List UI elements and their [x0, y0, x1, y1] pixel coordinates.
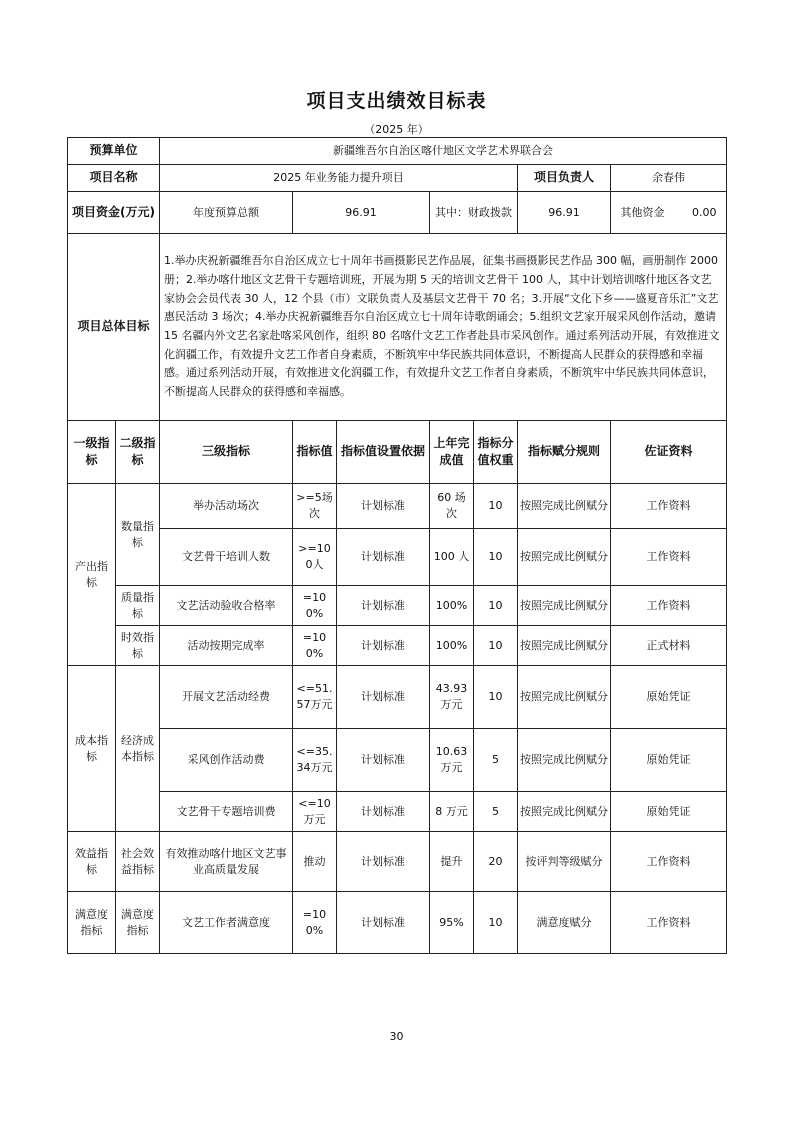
- project-name-value: 2025 年业务能力提升项目: [160, 165, 518, 192]
- group-satisfaction-sub: 满意度指标: [116, 892, 160, 954]
- indicator-basis: 计划标准: [337, 729, 430, 792]
- responsible-label: 项目负责人: [518, 165, 611, 192]
- indicator-proof: 工作资料: [611, 892, 727, 954]
- indicator-prev: 8 万元: [430, 792, 474, 832]
- header-level3: 三级指标: [160, 421, 293, 484]
- indicator-rule: 按照完成比例赋分: [518, 484, 611, 529]
- group-output: 产出指标: [68, 484, 116, 666]
- header-proof: 佐证资料: [611, 421, 727, 484]
- unit-row: [68, 138, 727, 165]
- unit-label: 预算单位: [68, 138, 160, 165]
- indicator-name: 举办活动场次: [160, 484, 293, 529]
- group-timeliness: 时效指标: [116, 626, 160, 666]
- indicator-rule: 按照完成比例赋分: [518, 792, 611, 832]
- indicator-rule: 按照完成比例赋分: [518, 626, 611, 666]
- indicator-prev: 95%: [430, 892, 474, 954]
- table-row: [68, 626, 727, 666]
- table-row: [68, 529, 727, 586]
- indicator-prev: 60 场次: [430, 484, 474, 529]
- group-benefit: 效益指标: [68, 832, 116, 892]
- indicator-weight: 10: [474, 529, 518, 586]
- group-social: 社会效益指标: [116, 832, 160, 892]
- header-level2: 二级指标: [116, 421, 160, 484]
- indicator-name: 活动按期完成率: [160, 626, 293, 666]
- group-economic: 经济成本指标: [116, 666, 160, 832]
- indicator-value: <=10万元: [293, 792, 337, 832]
- header-rule: 指标赋分规则: [518, 421, 611, 484]
- indicator-proof: 工作资料: [611, 832, 727, 892]
- indicator-name: 文艺骨干专题培训费: [160, 792, 293, 832]
- indicator-rule: 按评判等级赋分: [518, 832, 611, 892]
- indicator-prev: 100%: [430, 626, 474, 666]
- indicator-rule: 按照完成比例赋分: [518, 586, 611, 626]
- indicator-value: <=51.57万元: [293, 666, 337, 729]
- header-basis: 指标值设置依据: [337, 421, 430, 484]
- indicator-proof: 正式材料: [611, 626, 727, 666]
- indicator-rule: 按照完成比例赋分: [518, 529, 611, 586]
- indicator-proof: 工作资料: [611, 586, 727, 626]
- header-prev: 上年完成值: [430, 421, 474, 484]
- goal-row: [68, 234, 727, 421]
- indicator-proof: 工作资料: [611, 529, 727, 586]
- indicator-weight: 10: [474, 484, 518, 529]
- indicator-value: <=35.34万元: [293, 729, 337, 792]
- group-quality: 质量指标: [116, 586, 160, 626]
- header-weight: 指标分值权重: [474, 421, 518, 484]
- indicator-name: 文艺活动验收合格率: [160, 586, 293, 626]
- project-name-label: 项目名称: [68, 165, 160, 192]
- indicator-name: 文艺工作者满意度: [160, 892, 293, 954]
- indicator-value: =100%: [293, 626, 337, 666]
- indicator-prev: 100%: [430, 586, 474, 626]
- annual-budget-label: 年度预算总额: [160, 192, 293, 234]
- annual-budget-value: 96.91: [293, 192, 430, 234]
- table-row: [68, 729, 727, 792]
- indicator-value: =100%: [293, 892, 337, 954]
- other-funds-cell: [611, 192, 727, 234]
- funds-row: [68, 192, 727, 234]
- performance-table: [67, 137, 727, 954]
- table-row: [68, 666, 727, 729]
- indicator-basis: 计划标准: [337, 586, 430, 626]
- indicator-prev: 100 人: [430, 529, 474, 586]
- funds-label: 项目资金(万元): [68, 192, 160, 234]
- table-row: [68, 792, 727, 832]
- indicator-basis: 计划标准: [337, 529, 430, 586]
- indicator-weight: 10: [474, 892, 518, 954]
- group-quantity: 数量指标: [116, 484, 160, 586]
- indicator-rule: 按照完成比例赋分: [518, 666, 611, 729]
- group-cost: 成本指标: [68, 666, 116, 832]
- table-row: [68, 484, 727, 529]
- goal-text: 1.举办庆祝新疆维吾尔自治区成立七十周年书画摄影民艺作品展，征集书画摄影民艺作品 300 幅，画册制作 2000 册；2.举办喀什地区文艺骨干专题培训班，开展为期 5 天的培训文艺骨干 100 人，其中计划培训喀什地区各文艺家协会会员代表 30 人，12 个县（市）文联负责人及基层文艺骨干 70 名；3.开展“文化下乡——盛夏音乐汇”文艺惠民活动 3 场次；4.举办庆祝新疆维吾尔自治区成立七十周年诗歌朗诵会；5.组织文艺家开展采风创作活动，邀请 15 名疆内外文艺名家赴喀采风创作，组织 80 名喀什文艺工作者赴县市采风创作。通过系列活动开展，有效推进文化润疆工作，有效提升文艺工作者自身素质，不断筑牢中华民族共同体意识，不断提高人民群众的获得感和幸福感。通过系列活动开展，有效推进文化润疆工作，有效提升文艺工作者自身素质，不断筑牢中华民族共同体意识，不断提高人民群众的获得感和幸福感。: [160, 234, 727, 421]
- unit-value: 新疆维吾尔自治区喀什地区文学艺术界联合会: [160, 138, 727, 165]
- indicator-basis: 计划标准: [337, 792, 430, 832]
- indicator-value: >=5场次: [293, 484, 337, 529]
- indicator-value: >=100人: [293, 529, 337, 586]
- indicator-weight: 5: [474, 792, 518, 832]
- other-funds-label: 其他资金: [620, 205, 665, 219]
- page-number: 30: [389, 1030, 404, 1043]
- fiscal-label: 其中：财政拨款: [430, 192, 518, 234]
- indicator-prev: 43.93万元: [430, 666, 474, 729]
- responsible-value: 余春伟: [611, 165, 727, 192]
- fiscal-value: 96.91: [518, 192, 611, 234]
- goal-label: 项目总体目标: [68, 234, 160, 421]
- indicator-basis: 计划标准: [337, 832, 430, 892]
- indicator-weight: 10: [474, 586, 518, 626]
- indicator-proof: 原始凭证: [611, 729, 727, 792]
- project-name-row: [68, 165, 727, 192]
- indicator-proof: 原始凭证: [611, 666, 727, 729]
- other-funds-value: 0.00: [692, 205, 717, 219]
- indicator-value: =100%: [293, 586, 337, 626]
- year-label: （2025 年）: [364, 123, 429, 136]
- indicator-prev: 提升: [430, 832, 474, 892]
- indicator-basis: 计划标准: [337, 892, 430, 954]
- indicator-name: 文艺骨干培训人数: [160, 529, 293, 586]
- table-row: [68, 832, 727, 892]
- indicator-weight: 20: [474, 832, 518, 892]
- indicator-basis: 计划标准: [337, 666, 430, 729]
- indicator-name: 开展文艺活动经费: [160, 666, 293, 729]
- indicator-proof: 工作资料: [611, 484, 727, 529]
- indicator-basis: 计划标准: [337, 626, 430, 666]
- header-row: [68, 421, 727, 484]
- indicator-rule: 按照完成比例赋分: [518, 729, 611, 792]
- header-value: 指标值: [293, 421, 337, 484]
- page-title: 项目支出绩效目标表: [306, 90, 487, 112]
- indicator-basis: 计划标准: [337, 484, 430, 529]
- indicator-weight: 10: [474, 626, 518, 666]
- indicator-proof: 原始凭证: [611, 792, 727, 832]
- indicator-weight: 5: [474, 729, 518, 792]
- indicator-name: 有效推动喀什地区文艺事业高质量发展: [160, 832, 293, 892]
- indicator-rule: 满意度赋分: [518, 892, 611, 954]
- group-satisfaction: 满意度指标: [68, 892, 116, 954]
- indicator-weight: 10: [474, 666, 518, 729]
- indicator-prev: 10.63万元: [430, 729, 474, 792]
- indicator-value: 推动: [293, 832, 337, 892]
- table-row: [68, 586, 727, 626]
- indicator-name: 采风创作活动费: [160, 729, 293, 792]
- table-row: [68, 892, 727, 954]
- header-level1: 一级指标: [68, 421, 116, 484]
